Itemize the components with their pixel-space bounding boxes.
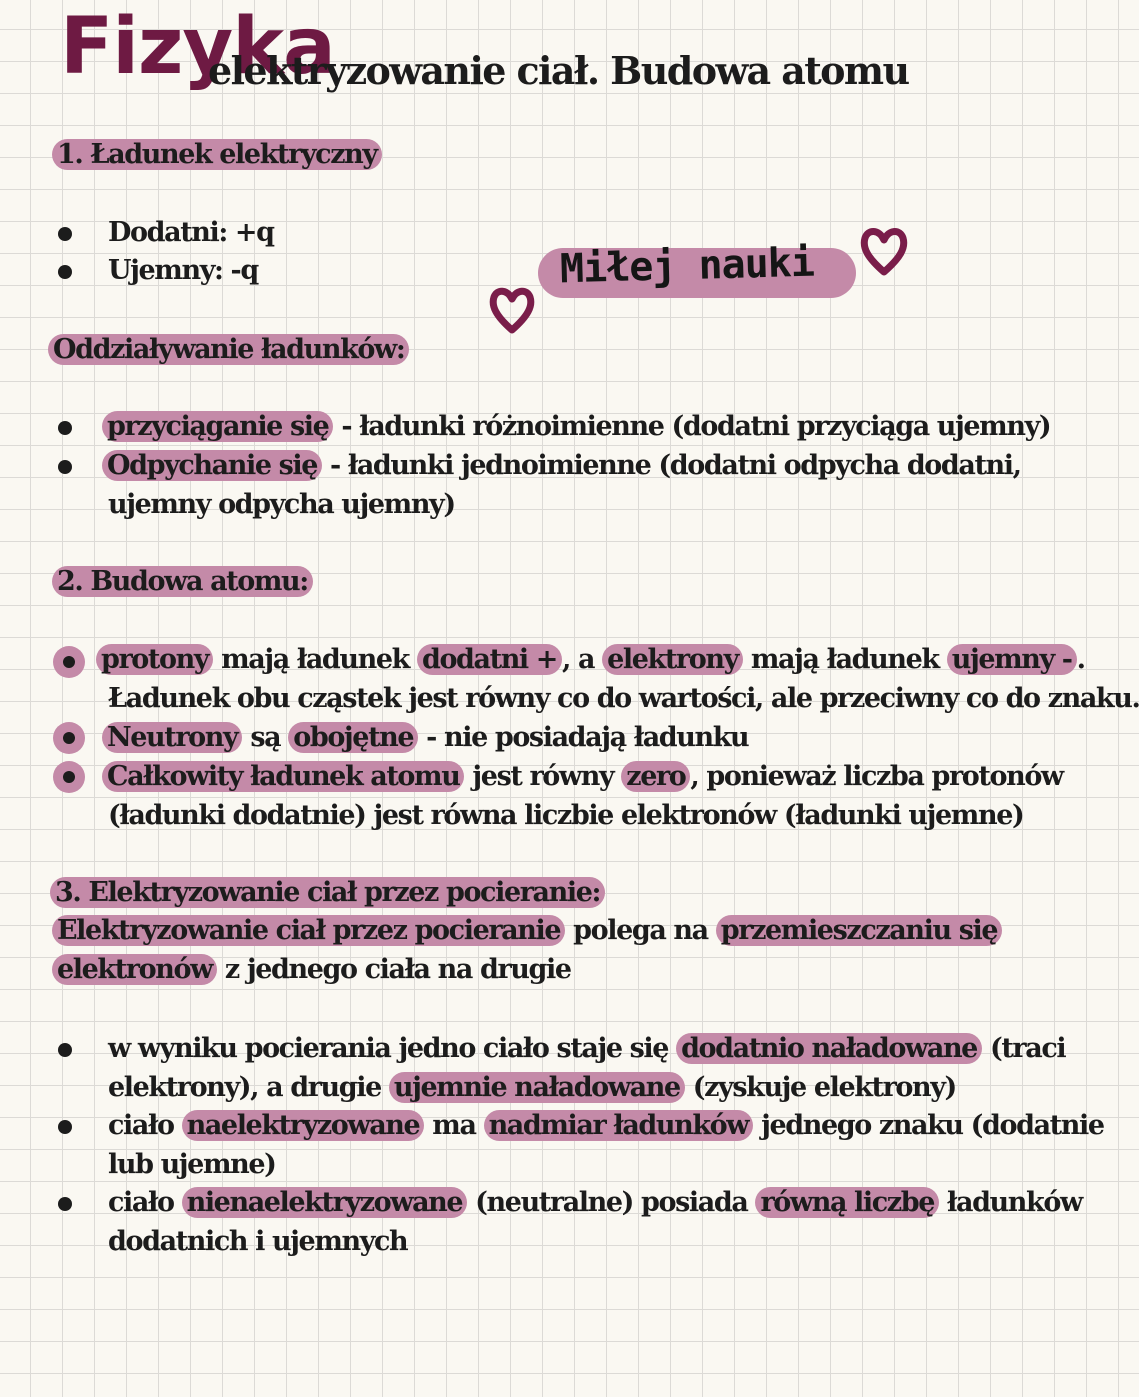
atom-item-charges: protony mają ładunek dodatni + , a elektrony mają ładunek ujemny - .: [96, 641, 1085, 680]
section-heading-atom: 2. Budowa atomu:: [52, 563, 313, 602]
attract-item: przyciąganie się - ładunki różnoimienne (dodatni przyciąga ujemny): [102, 408, 1050, 447]
bullet-icon: [58, 1120, 72, 1134]
bullet-icon: [58, 1043, 72, 1057]
friction-definition: Elektryzowanie ciał przez pocieranie polega na przemieszczaniu się: [52, 912, 1002, 951]
atom-item-neutrons: Neutrony są obojętne - nie posiadają ładunku: [102, 719, 748, 758]
bullet-icon: [58, 265, 72, 279]
repel-item-cont: ujemny odpycha ujemny): [108, 489, 455, 520]
friction-item-neutral-cont: dodatnich i ujemnych: [108, 1226, 408, 1257]
charge-negative: Ujemny: -q: [108, 255, 258, 286]
atom-item-total-cont: (ładunki dodatnie) jest równa liczbie elektronów (ładunki ujemne): [108, 800, 1024, 831]
section-heading-charge: 1. Ładunek elektryczny: [52, 136, 382, 175]
charge-positive: Dodatni: +q: [108, 217, 274, 248]
bullet-icon: [58, 421, 72, 435]
repel-item: Odpychanie się - ładunki jednoimienne (dodatni odpycha dodatni,: [102, 447, 1021, 486]
heart-icon: [488, 284, 536, 336]
section-heading-friction: 3. Elektryzowanie ciał przez pocieranie:: [50, 874, 605, 913]
bullet-icon: [53, 722, 85, 754]
atom-item-total: Całkowity ładunek atomu jest równy zero , ponieważ liczba protonów: [102, 758, 1063, 797]
friction-item-result-cont: elektrony), a drugie ujemnie naładowane (zyskuje elektrony): [108, 1072, 956, 1103]
bullet-icon: [58, 227, 72, 241]
friction-item-charged-cont: lub ujemne): [108, 1149, 276, 1180]
friction-definition-cont: elektronów z jednego ciała na drugie: [52, 951, 571, 990]
brand-logo: Fizyka: [60, 2, 335, 92]
friction-item-result: w wyniku pocierania jedno ciało staje się dodatnio naładowane (traci: [108, 1033, 1066, 1064]
bullet-icon: [53, 761, 85, 793]
bullet-icon: [58, 460, 72, 474]
sticker-text: Miłej nauki: [559, 239, 815, 293]
bullet-icon: [58, 1197, 72, 1211]
interaction-heading: Oddziaływanie ładunków:: [48, 331, 409, 370]
friction-item-neutral: ciało nienaelektryzowane (neutralne) posiada równą liczbę ładunków: [108, 1187, 1082, 1218]
page-title: elektryzowanie ciał. Budowa atomu: [208, 48, 909, 93]
heart-icon: [858, 224, 910, 278]
bullet-icon: [53, 646, 85, 678]
atom-item-charges-cont: Ładunek obu cząstek jest równy co do wartości, ale przeciwny co do znaku.: [108, 683, 1139, 714]
friction-item-charged: ciało naelektryzowane ma nadmiar ładunków jednego znaku (dodatnie: [108, 1110, 1104, 1141]
